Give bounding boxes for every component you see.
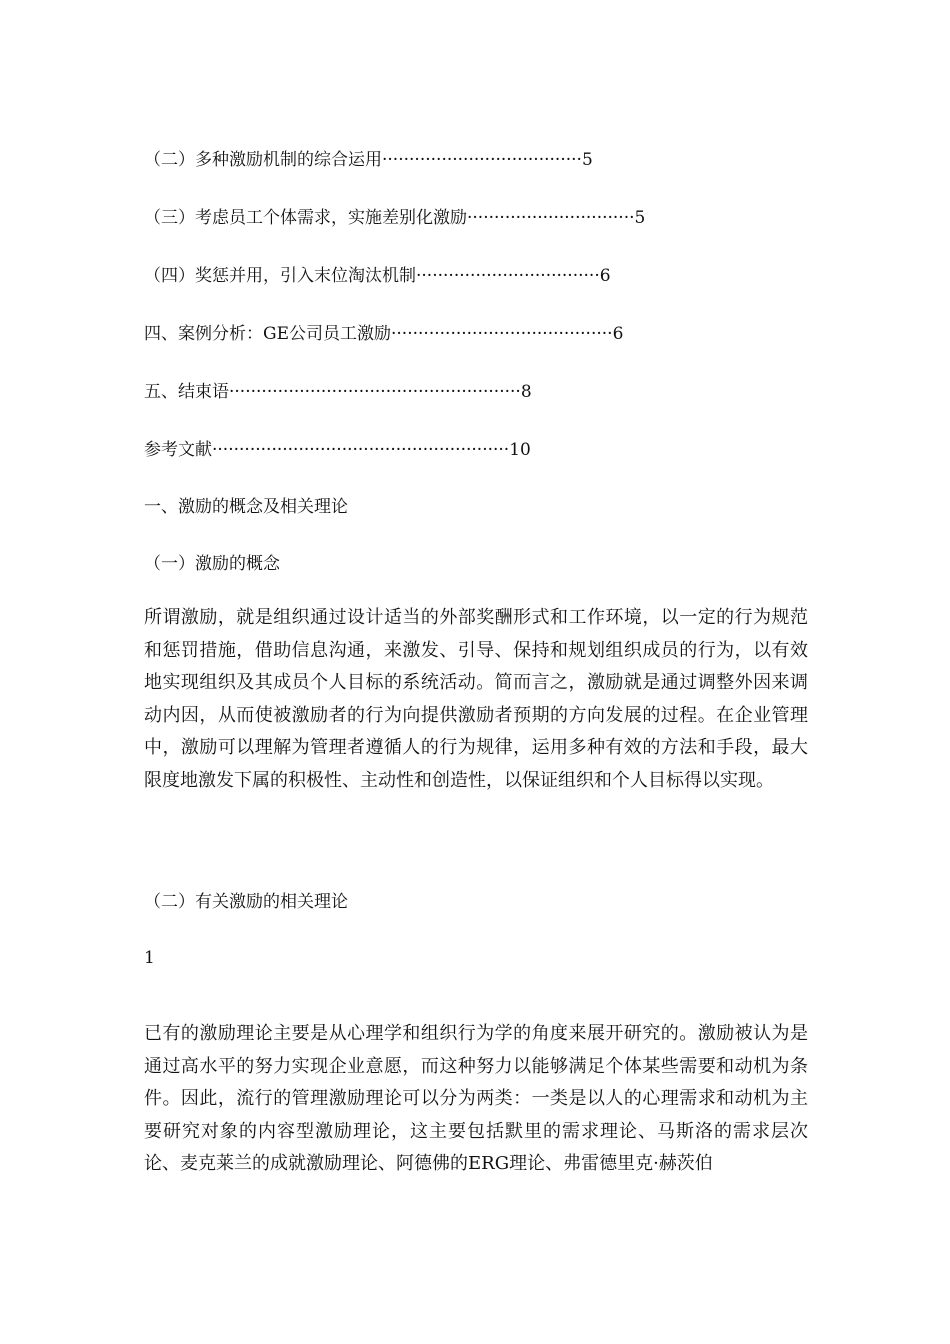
toc-leader-dots: ····································· <box>382 150 582 170</box>
toc-entry[interactable] <box>144 148 593 172</box>
toc-entry-title: 参考文献 <box>144 440 212 460</box>
toc-leader-dots: ······················································ <box>229 382 521 402</box>
toc-entry[interactable] <box>144 322 623 346</box>
toc-entry[interactable] <box>144 438 531 462</box>
body-paragraph: 所谓激励，就是组织通过设计适当的外部奖酬形式和工作环境，以一定的行为规范和惩罚措施，借助信息沟通，来激发、引导、保持和规划组织成员的行为，以有效地实现组织及其成员个人目标的系统活动。简而言之，激励就是通过调整外因来调动内因，从而使被激励者的行为向提供激励者预期的方向发展的过程。在企业管理中，激励可以理解为管理者遵循人的行为规律，运用多种有效的方法和手段，最大限度地激发下属的积极性、主动性和创造性，以保证组织和个人目标得以实现。 <box>144 607 808 791</box>
toc-entry-title: （三）考虑员工个体需求，实施差别化激励 <box>144 208 467 228</box>
toc-entry-title: （四）奖惩并用，引入末位淘汰机制 <box>144 266 416 286</box>
toc-leader-dots: ······························· <box>467 208 635 228</box>
subsection-heading: （一）激励的概念 <box>144 554 280 574</box>
toc-entry[interactable] <box>144 264 611 288</box>
toc-entry-title: （二）多种激励机制的综合运用 <box>144 150 382 170</box>
toc-entry-page: 10 <box>509 440 531 460</box>
page-number: 1 <box>144 948 155 968</box>
toc-leader-dots: ······················································· <box>212 440 510 460</box>
toc-entry-page: 6 <box>599 266 611 286</box>
toc-entry-page: 5 <box>581 150 593 170</box>
body-paragraph: 已有的激励理论主要是从心理学和组织行为学的角度来展开研究的。激励被认为是通过高水平的努力实现企业意愿，而这种努力以能够满足个体某些需要和动机为条件。因此，流行的管理激励理论可以分为两类：一类是以人的心理需求和动机为主要研究对象的内容型激励理论，这主要包括默里的需求理论、马斯洛的需求层次论、麦克莱兰的成就激励理论、阿德佛的ERG理论、弗雷德里克·赫茨伯 <box>144 1023 808 1174</box>
toc-leader-dots: ·································· <box>416 266 600 286</box>
toc-entry-title: 五、结束语 <box>144 382 229 402</box>
toc-leader-dots: ········································· <box>391 324 613 344</box>
section-heading: 一、激励的概念及相关理论 <box>144 497 348 517</box>
toc-entry-page: 5 <box>634 208 646 228</box>
toc-entry[interactable] <box>144 380 532 404</box>
toc-entry-page: 6 <box>612 324 624 344</box>
toc-entry-title: 四、案例分析：GE公司员工激励 <box>144 324 391 344</box>
toc-entry-page: 8 <box>520 382 532 402</box>
toc-entry[interactable] <box>144 206 645 230</box>
subsection-heading: （二）有关激励的相关理论 <box>144 892 348 912</box>
